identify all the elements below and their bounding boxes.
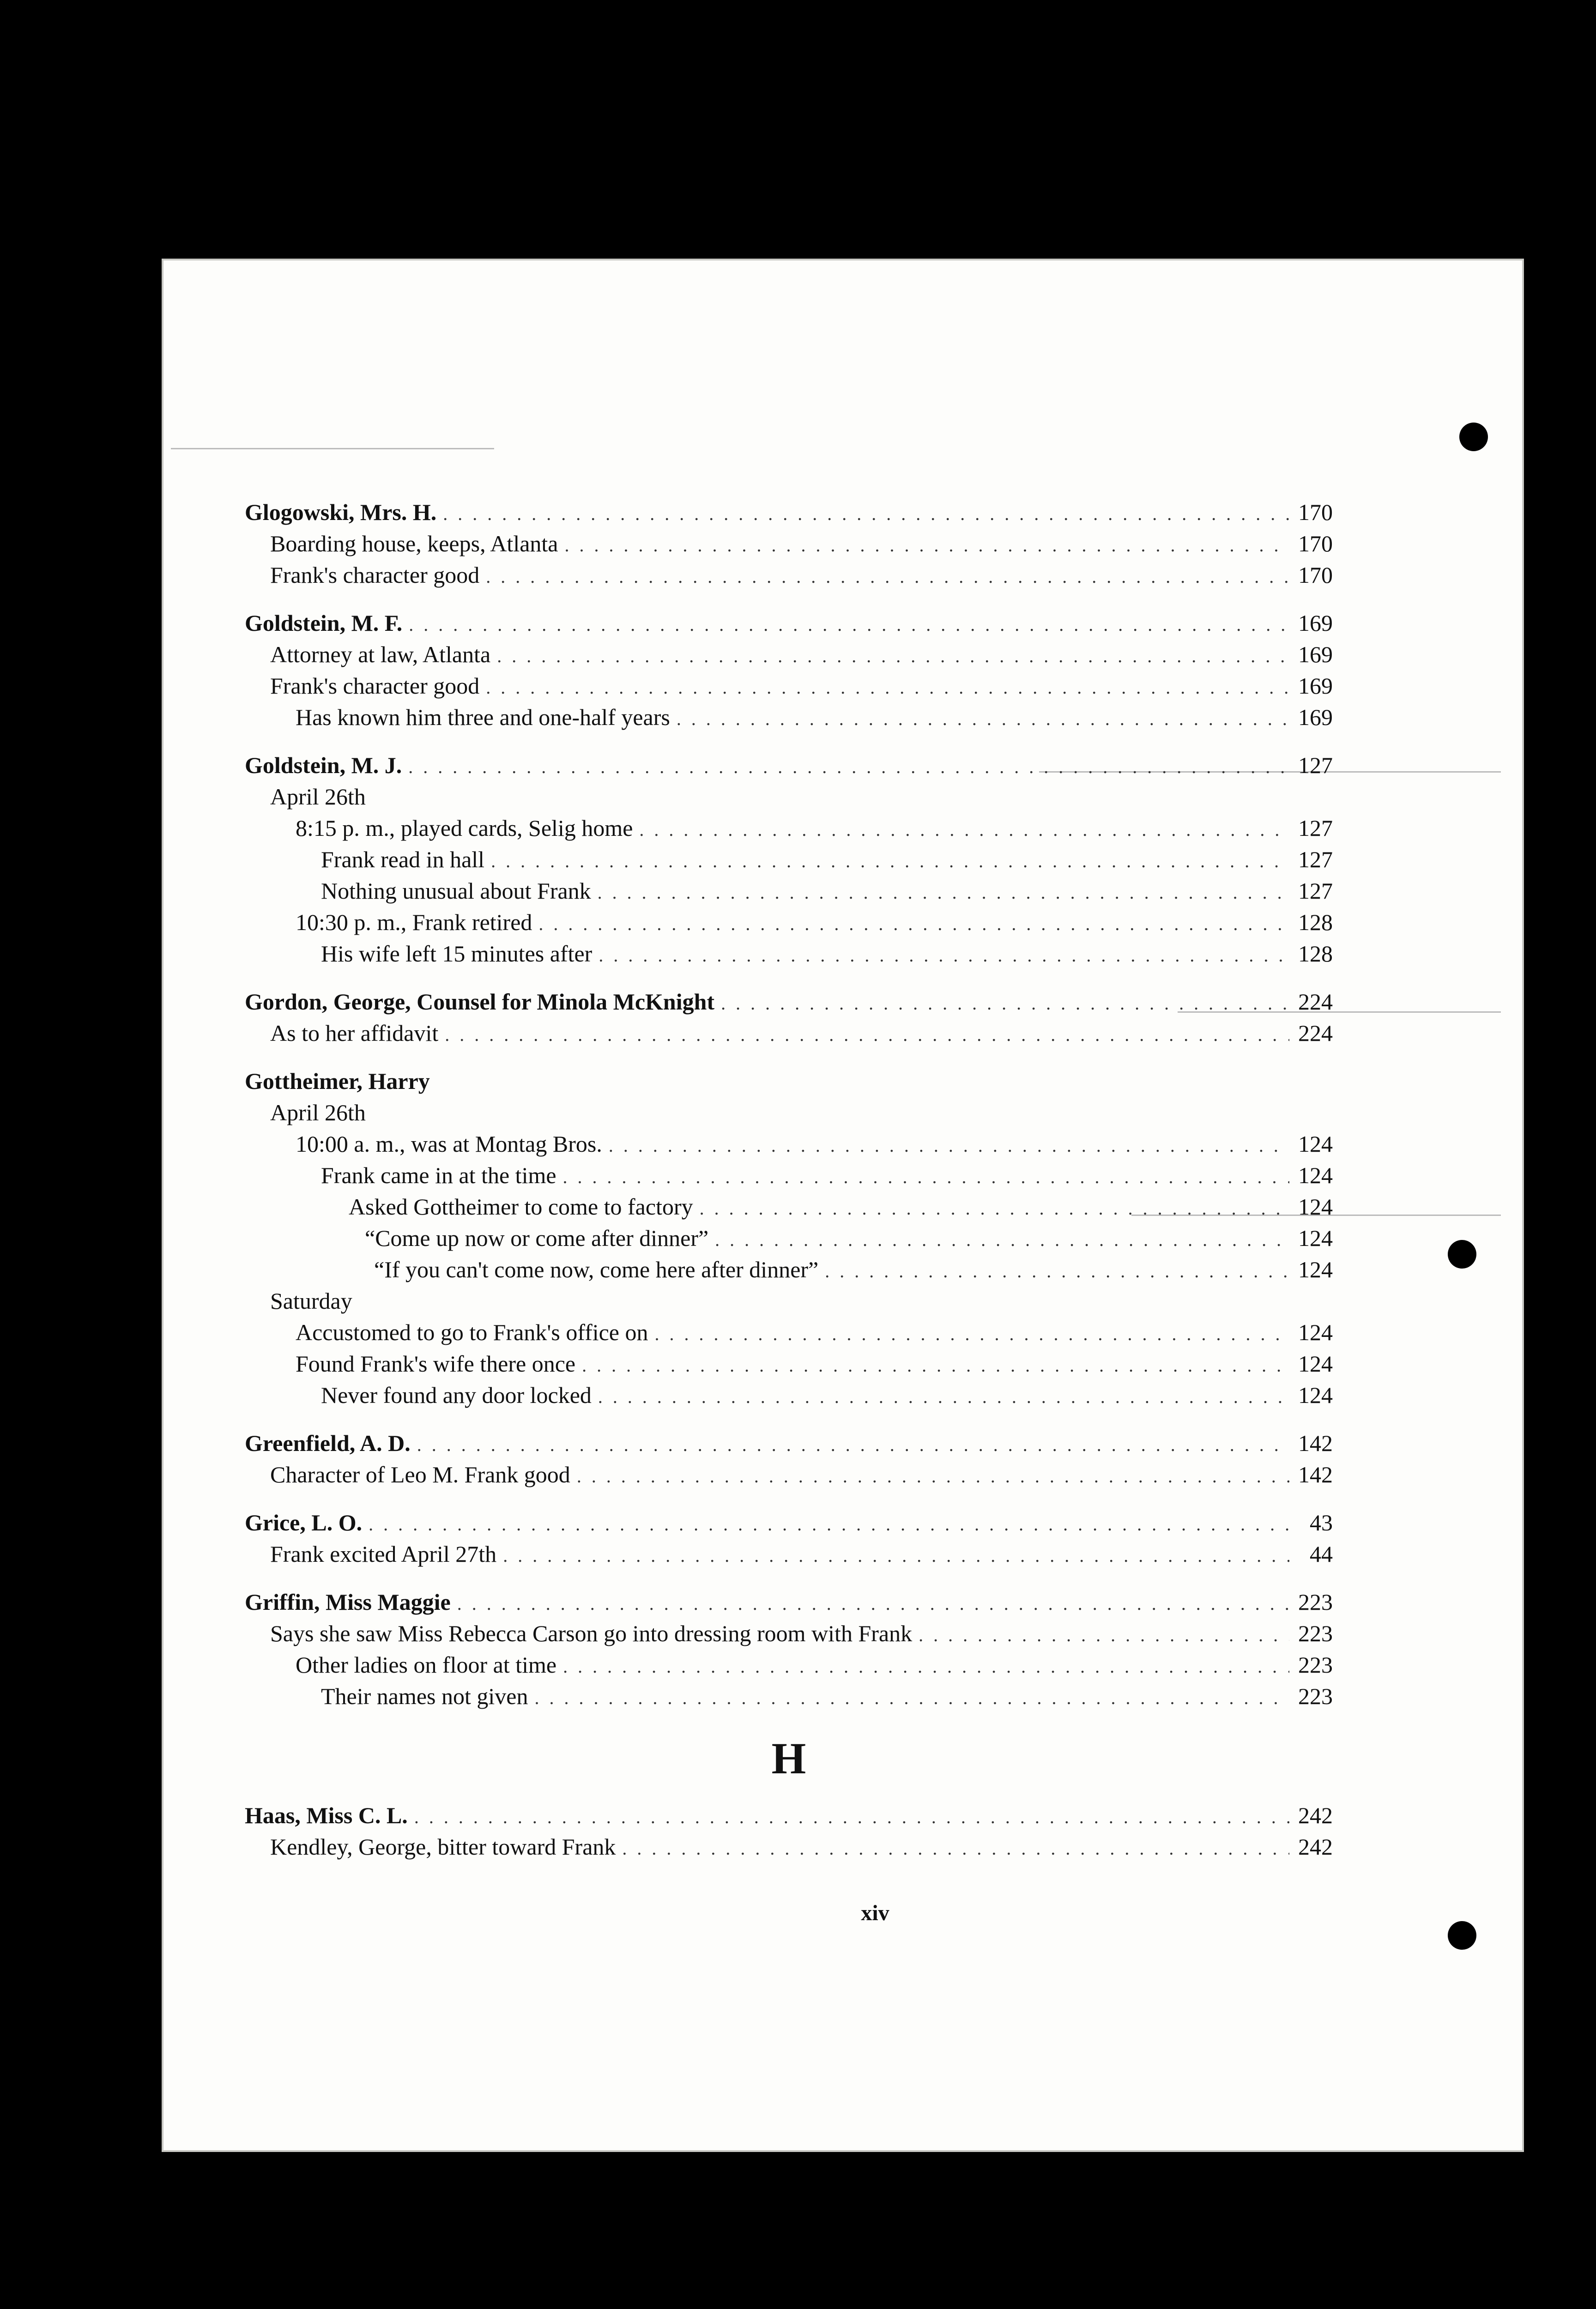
- entry-item: [245, 639, 1333, 670]
- page-ref: 223: [1298, 1589, 1333, 1615]
- entry-heading: [245, 1427, 1333, 1459]
- item-text: Frank's character good: [270, 562, 480, 588]
- page-ref: 169: [1298, 673, 1333, 699]
- item-text: Frank came in at the time: [321, 1162, 556, 1188]
- entry-heading: [245, 1065, 1333, 1097]
- entry-name: Greenfield, A. D.: [245, 1430, 411, 1456]
- page-ref: 44: [1310, 1541, 1333, 1567]
- entry-heading: [245, 986, 1333, 1017]
- leader-dots: [497, 641, 1289, 672]
- leader-dots: [503, 1540, 1289, 1572]
- page-ref: 223: [1298, 1652, 1333, 1678]
- index-entry: [245, 1507, 1333, 1570]
- leader-dots: [582, 1350, 1289, 1381]
- page-ref: 43: [1310, 1510, 1333, 1535]
- entry-heading: [245, 607, 1333, 639]
- entry-item: [245, 1017, 1333, 1049]
- page-ref: 170: [1298, 531, 1333, 556]
- entry-heading: [245, 1507, 1333, 1538]
- entry-item: [245, 1348, 1333, 1379]
- leader-dots: [457, 1588, 1289, 1620]
- leader-dots: [622, 1833, 1289, 1864]
- entry-item: [245, 1128, 1333, 1160]
- entry-item: [245, 670, 1333, 701]
- page-ref: 124: [1298, 1225, 1333, 1251]
- leader-dots: [721, 988, 1289, 1019]
- item-text: 10:00 a. m., was at Montag Bros.: [296, 1131, 602, 1157]
- entry-heading: [245, 1800, 1333, 1831]
- page-ref: 142: [1298, 1430, 1333, 1456]
- leader-dots: [409, 609, 1289, 641]
- leader-dots: [535, 1682, 1290, 1714]
- page-ref: 142: [1298, 1462, 1333, 1487]
- page-ref: 170: [1298, 499, 1333, 525]
- leader-dots: [655, 1318, 1289, 1350]
- item-text: 10:30 p. m., Frank retired: [296, 909, 532, 935]
- page-ref: 170: [1298, 562, 1333, 588]
- entry-item: [245, 1459, 1333, 1490]
- page-ref: 223: [1298, 1683, 1333, 1709]
- page-ref: 127: [1298, 878, 1333, 904]
- item-text: Nothing unusual about Frank: [321, 878, 591, 904]
- leader-dots: [677, 703, 1289, 735]
- punch-hole: [1448, 1921, 1476, 1950]
- page-ref: 127: [1298, 846, 1333, 872]
- item-text: Other ladies on floor at time: [296, 1652, 557, 1678]
- punch-hole: [1448, 1240, 1476, 1269]
- page-ref: 128: [1298, 941, 1333, 967]
- item-text: Has known him three and one-half years: [296, 704, 670, 730]
- leader-dots: [369, 1509, 1289, 1540]
- page-ref: 224: [1298, 1020, 1333, 1046]
- item-text: His wife left 15 minutes after: [321, 941, 592, 967]
- leader-dots: [598, 877, 1289, 908]
- item-text: Asked Gottheimer to come to factory: [349, 1194, 693, 1220]
- page-ref: 124: [1298, 1162, 1333, 1188]
- leader-dots: [443, 498, 1289, 530]
- item-text: Frank's character good: [270, 673, 480, 699]
- index-entry: [245, 1427, 1333, 1490]
- index-content: [245, 496, 1333, 1879]
- leader-dots: [408, 751, 1289, 783]
- page-ref: 169: [1298, 641, 1333, 667]
- page-ref: 242: [1298, 1802, 1333, 1828]
- section-letter: H: [771, 1734, 806, 1783]
- page-ref: 169: [1298, 704, 1333, 730]
- leader-dots: [445, 1019, 1289, 1051]
- day-subheading: Saturday: [270, 1288, 352, 1314]
- entry-name: Gordon, George, Counsel for Minola McKnight: [245, 989, 715, 1015]
- entry-item: [245, 1831, 1333, 1862]
- entry-heading: [245, 496, 1333, 528]
- item-text: Attorney at law, Atlanta: [270, 641, 491, 667]
- item-text: Never found any door locked: [321, 1382, 592, 1408]
- entry-item: [245, 938, 1333, 969]
- leader-dots: [715, 1224, 1289, 1256]
- page-ref: 124: [1298, 1319, 1333, 1345]
- index-entry: [245, 607, 1333, 733]
- entry-name: Gottheimer, Harry: [245, 1068, 430, 1094]
- page-ref: 124: [1298, 1131, 1333, 1157]
- entry-item: [245, 1254, 1333, 1285]
- page-ref: 127: [1298, 752, 1333, 778]
- leader-dots: [700, 1193, 1289, 1224]
- entry-item: [245, 559, 1333, 591]
- page-ref: 169: [1298, 610, 1333, 636]
- punch-hole: [1459, 423, 1488, 451]
- leader-dots: [825, 1256, 1289, 1287]
- page-number: xiv: [861, 1901, 889, 1925]
- entry-item: [245, 1649, 1333, 1680]
- item-text: Kendley, George, bitter toward Frank: [270, 1834, 616, 1860]
- page-ref: 124: [1298, 1194, 1333, 1220]
- date-subheading: April 26th: [270, 1100, 366, 1125]
- entry-item: [245, 701, 1333, 733]
- leader-dots: [919, 1620, 1289, 1651]
- entry-name: Haas, Miss C. L.: [245, 1802, 408, 1828]
- entry-name: Glogowski, Mrs. H.: [245, 499, 437, 525]
- item-text: Their names not given: [321, 1683, 528, 1709]
- item-text: “If you can't come now, come here after dinner”: [374, 1257, 819, 1282]
- leader-dots: [486, 561, 1289, 592]
- leader-dots: [563, 1161, 1289, 1193]
- leader-dots: [417, 1429, 1289, 1461]
- page-ref: 124: [1298, 1257, 1333, 1282]
- page-ref: 124: [1298, 1382, 1333, 1408]
- entry-item: [245, 1379, 1333, 1411]
- page-ref: 124: [1298, 1351, 1333, 1377]
- page-ref: 224: [1298, 989, 1333, 1015]
- page-ref: 223: [1298, 1620, 1333, 1646]
- index-entry: [245, 1586, 1333, 1712]
- index-entry: [245, 496, 1333, 591]
- leader-dots: [565, 530, 1290, 561]
- date-subheading: April 26th: [270, 784, 366, 810]
- item-text: 8:15 p. m., played cards, Selig home: [296, 815, 633, 841]
- item-text: As to her affidavit: [270, 1020, 439, 1046]
- item-text: Frank excited April 27th: [270, 1541, 497, 1567]
- page-ref: 128: [1298, 909, 1333, 935]
- entry-item: [245, 528, 1333, 559]
- item-text: Frank read in hall: [321, 846, 485, 872]
- leader-dots: [486, 672, 1289, 703]
- leader-dots: [414, 1801, 1289, 1833]
- page-ref: 127: [1298, 815, 1333, 841]
- leader-dots: [538, 908, 1289, 940]
- index-entry: [245, 1800, 1333, 1862]
- entry-item: [245, 1618, 1333, 1649]
- leader-dots: [598, 1381, 1289, 1413]
- entry-item: [245, 1680, 1333, 1712]
- entry-item: [245, 844, 1333, 875]
- item-text: “Come up now or come after dinner”: [365, 1225, 709, 1251]
- leader-dots: [609, 1130, 1289, 1161]
- entry-item: [245, 1317, 1333, 1348]
- leader-dots: [577, 1461, 1289, 1492]
- entry-heading: [245, 1586, 1333, 1618]
- item-text: Accustomed to go to Frank's office on: [296, 1319, 648, 1345]
- entry-item: [245, 1538, 1333, 1570]
- leader-dots: [563, 1651, 1289, 1682]
- entry-name: Goldstein, M. F.: [245, 610, 403, 636]
- leader-dots: [639, 814, 1289, 846]
- index-entry: [245, 986, 1333, 1049]
- index-entry: [245, 1065, 1333, 1411]
- entry-item: [245, 812, 1333, 844]
- item-text: Says she saw Miss Rebecca Carson go into dressing room with Frank: [270, 1620, 913, 1646]
- item-text: Character of Leo M. Frank good: [270, 1462, 570, 1487]
- entry-name: Grice, L. O.: [245, 1510, 363, 1535]
- scan-artifact: [171, 448, 494, 449]
- entry-item: [245, 1160, 1333, 1191]
- entry-heading: [245, 750, 1333, 781]
- item-text: Boarding house, keeps, Atlanta: [270, 531, 558, 556]
- leader-dots: [598, 940, 1289, 971]
- index-entry: [245, 750, 1333, 969]
- entry-item: [245, 875, 1333, 907]
- entry-item: [245, 1222, 1333, 1254]
- page-ref: 242: [1298, 1834, 1333, 1860]
- entry-name: Griffin, Miss Maggie: [245, 1589, 451, 1615]
- leader-dots: [491, 846, 1289, 877]
- entry-item: [245, 1191, 1333, 1222]
- item-text: Found Frank's wife there once: [296, 1351, 576, 1377]
- entry-name: Goldstein, M. J.: [245, 752, 402, 778]
- entry-item: [245, 907, 1333, 938]
